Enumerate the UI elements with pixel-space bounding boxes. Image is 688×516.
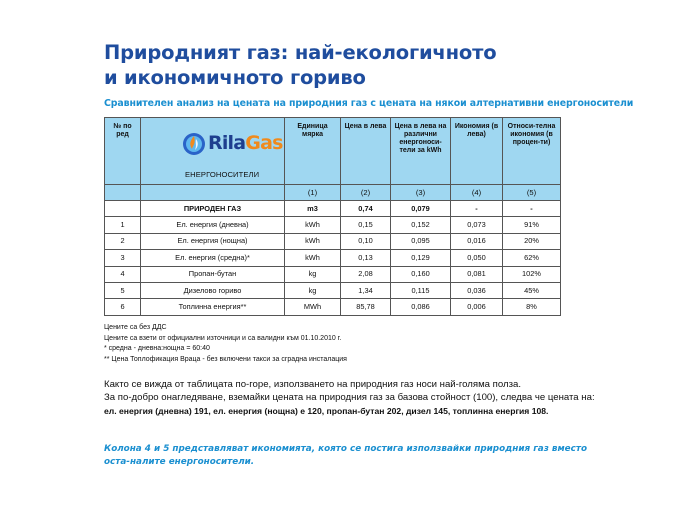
cell-kwh: 0,129 — [391, 250, 451, 266]
cell-price: 0,74 — [341, 201, 391, 217]
cell-economy: - — [451, 201, 503, 217]
header-economy: Икономия (в лева) — [451, 118, 503, 185]
footnote: ** Цена Топлофикация Враца - без включени такси за сградна инсталация — [104, 355, 347, 363]
cell-no — [105, 201, 141, 217]
page-title — [104, 40, 624, 90]
flame-drop-icon — [181, 130, 207, 156]
title-line-2: и икономичното гориво — [104, 66, 366, 89]
cell-kwh: 0,095 — [391, 233, 451, 249]
table-row — [105, 201, 561, 217]
logo-gas: Gas — [245, 132, 283, 154]
cell-relative: 62% — [503, 250, 561, 266]
price-comparison-table — [104, 117, 561, 316]
cell-kwh: 0,086 — [391, 299, 451, 315]
cell-price: 85,78 — [341, 299, 391, 315]
cell-unit: m3 — [285, 201, 341, 217]
cell-kwh: 0,115 — [391, 282, 451, 298]
explanation-paragraph — [104, 379, 604, 417]
cell-unit: kWh — [285, 250, 341, 266]
cell-no: 1 — [105, 217, 141, 233]
cell-unit: kg — [285, 266, 341, 282]
col-number: (4) — [451, 185, 503, 201]
table-row — [105, 299, 561, 315]
table-row — [105, 266, 561, 282]
col-number: (2) — [341, 185, 391, 201]
cell-economy: 0,050 — [451, 250, 503, 266]
cell-price: 1,34 — [341, 282, 391, 298]
cell-no: 5 — [105, 282, 141, 298]
header-energy-sources — [141, 118, 285, 185]
cell-price: 0,10 — [341, 233, 391, 249]
table-row — [105, 282, 561, 298]
col-number-empty — [105, 185, 141, 201]
footnote: Цените са взети от официални източници и са валидни към 01.10.2010 г. — [104, 334, 342, 342]
cell-unit: kWh — [285, 233, 341, 249]
paragraph-line-2: За по-добро онагледяване, вземайки цената на природния газ за базова стойност (100), следва че цената на: — [104, 391, 595, 403]
cell-name: ПРИРОДЕН ГАЗ — [141, 201, 285, 217]
cell-kwh: 0,160 — [391, 266, 451, 282]
header-relative: Относи-телна икономия (в процен-ти) — [503, 118, 561, 185]
cell-no: 3 — [105, 250, 141, 266]
header-no: № по ред — [105, 118, 141, 185]
cell-kwh: 0,079 — [391, 201, 451, 217]
cell-relative: 20% — [503, 233, 561, 249]
footnote: * средна - дневна:нощна = 60:40 — [104, 345, 210, 353]
rilagas-logo — [181, 130, 283, 156]
table-row — [105, 250, 561, 266]
header-price-kwh: Цена в лева на различни енергоноси-тели за kWh — [391, 118, 451, 185]
cell-kwh: 0,152 — [391, 217, 451, 233]
cell-relative: 91% — [503, 217, 561, 233]
title-line-1: Природният газ: най-екологичното — [104, 41, 497, 64]
cell-no: 4 — [105, 266, 141, 282]
cell-relative: 8% — [503, 299, 561, 315]
cell-economy: 0,006 — [451, 299, 503, 315]
col-number: (1) — [285, 185, 341, 201]
col-number-empty — [141, 185, 285, 201]
cell-economy: 0,036 — [451, 282, 503, 298]
table-footnotes — [104, 323, 564, 365]
logo-wordmark — [208, 132, 283, 154]
cell-relative: 45% — [503, 282, 561, 298]
header-price: Цена в лева — [341, 118, 391, 185]
cell-economy: 0,016 — [451, 233, 503, 249]
cell-name: Дизелово гориво — [141, 282, 285, 298]
energy-sources-label: ЕНЕРГОНОСИТЕЛИ — [185, 170, 260, 179]
cell-name: Ел. енергия (средна)* — [141, 250, 285, 266]
footnote: Цените са без ДДС — [104, 324, 167, 331]
cell-relative: - — [503, 201, 561, 217]
cell-name: Пропан-бутан — [141, 266, 285, 282]
cell-economy: 0,073 — [451, 217, 503, 233]
cell-unit: kg — [285, 282, 341, 298]
cell-price: 0,15 — [341, 217, 391, 233]
cell-economy: 0,081 — [451, 266, 503, 282]
paragraph-line-1: Както се вижда от таблицата по-горе, използването на природния газ носи най-голяма полза. — [104, 379, 521, 390]
col-number: (5) — [503, 185, 561, 201]
cell-no: 2 — [105, 233, 141, 249]
header-unit: Единица мярка — [285, 118, 341, 185]
cell-relative: 102% — [503, 266, 561, 282]
cell-price: 0,13 — [341, 250, 391, 266]
cell-name: Ел. енергия (дневна) — [141, 217, 285, 233]
table-row — [105, 233, 561, 249]
logo-rila: Rila — [208, 132, 246, 154]
cell-name: Ел. енергия (нощна) — [141, 233, 285, 249]
cell-price: 2,08 — [341, 266, 391, 282]
paragraph-line-3: ел. енергия (дневна) 191, ел. енергия (нощна) е 120, пропан-бутан 202, дизел 145, топлинна енергия 108. — [104, 405, 549, 416]
cell-unit: kWh — [285, 217, 341, 233]
table-row — [105, 217, 561, 233]
cell-unit: MWh — [285, 299, 341, 315]
cell-no: 6 — [105, 299, 141, 315]
col-number: (3) — [391, 185, 451, 201]
table-subtitle: Сравнителен анализ на цената на природния газ с цената на някои алтернативни енергоносители — [104, 98, 634, 109]
conclusion-note: Колона 4 и 5 представляват икономията, която се постига използвайки природния газ вместо оста-налите енергоносители. — [104, 444, 587, 467]
cell-name: Топлинна енергия** — [141, 299, 285, 315]
